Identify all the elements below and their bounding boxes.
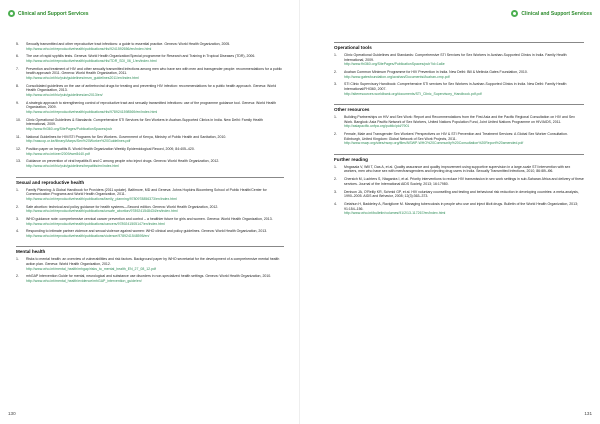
reference-text: Position paper on hepatitis B. World Health Organization Weekly Epidemiological Record, 2009, 84:405–420. [26,147,195,151]
reference-body [26,257,284,271]
reference-item [16,159,284,168]
reference-link[interactable]: http://www.who.int/mental_health/evidence/mhGAP_intervention_guide/en/ [26,279,142,284]
reference-item [16,54,284,63]
reference-text: Risks to mental health: an overview of vulnerabilities and risk factors. Background paper by WHO secretariat for the development of a comprehensive mental health action plan. Geneva: World Health Organization, 2012. [26,257,280,267]
reference-link[interactable]: http://www.who.int/bulletin/volumes/91/2/13-117267/en/index.html [344,211,446,216]
reference-link[interactable]: http://www.who.int/wer/2009/wer8440.pdf [26,151,90,156]
reference-number: 12. [16,147,21,151]
reference-body [26,84,284,98]
reference-list-sti [16,42,284,169]
reference-link[interactable]: http://www.nswp.org/sites/nswp.org/files/NSWP-WHO%20Community%20Consultation%20Report%20amended.pdf [344,141,524,146]
reference-link[interactable]: http://siteresources.worldbank.org/documents/STI_Clinic_Supervisory_Handbook.pdf.pdf [344,91,482,96]
reference-body [344,70,584,79]
reference-item [16,147,284,156]
reference-body [26,274,284,283]
running-header [8,10,89,17]
right-page [300,0,600,424]
section-marker-icon [511,10,518,17]
reference-text: Female, Male and Transgender Sex Workers' Perspectives on HIV & STI Prevention and Treatment Services: A Global Sex Worker Consultation. Edinburgh, United Kingdom: Global Network of Sex Work Projects, 2011. [344,132,568,141]
reference-body [344,115,584,129]
reference-body [26,159,284,168]
reference-link[interactable]: http://nascop.or.ke/library/Marps/Sex%20Worker%20Guidelines.pdf [26,139,131,144]
reference-link[interactable]: http://www.gatesfoundation.org/avahan/Documents/Avahan-cmp.pdf [344,74,450,79]
reference-number: 5. [16,42,19,46]
running-header-title: Clinical and Support Services [521,10,592,17]
reference-number: 1. [334,115,337,120]
reference-number: 2. [334,177,337,182]
reference-text: Safe abortion: technical and policy guidance for health systems—Second edition. Geneva: World Health Organization, 2012. [26,204,219,209]
reference-number: 1. [16,257,19,262]
reference-number: 2. [16,204,19,209]
reference-body [344,190,584,199]
reference-text: Family Planning: A Global Handbook for Providers (2011 update). Baltimore, MD and Geneva: Johns Hopkins Bloomberg School of Public Health/Center for Communication Programs and World Health Organization, 2011. [26,187,267,197]
section-marker-icon [8,10,15,17]
reference-body [26,205,284,214]
reference-link[interactable]: http://www.who.int/reproductivehealth/publications/unsafe_abortion/9789241548434/en/index.html [26,209,178,214]
reference-body [26,54,284,63]
reference-item [16,135,284,144]
reference-number: 11. [16,134,21,139]
reference-number: 1. [334,53,337,57]
reference-list-mental-health [16,257,284,283]
reference-list-other-resources [334,115,584,146]
reference-link[interactable]: http://www.who.int/mental_health/mhgap/risks_to_mental_health_EN_27_08_12.pdf [26,266,156,271]
reference-link[interactable]: http://www.who.int/hiv/pub/guidelines/msm_guidelines2011/en/index.html [26,75,139,80]
reference-link[interactable]: http://www.who.int/reproductivehealth/publications/family_planning/9780978856373/en/index.html [26,196,177,201]
reference-item [334,165,584,174]
section-title-operational-tools: Operational tools [334,42,584,50]
reference-text: Chersich M, Luchters S, Ntaganira I, et al. Priority interventions to reduce HIV transmission in sex work settings in sub-Saharan Africa and delivery of these services. Journal of the International AIDS Society, 2013; 16:17980. [344,177,584,186]
reference-link[interactable]: http://www.who.int/reproductivehealth/publications/violence/9789241548595/en/ [26,233,150,238]
reference-item [16,101,284,115]
running-header-title: Clinical and Support Services [18,10,89,17]
reference-item [16,274,284,283]
reference-number: 8. [16,83,19,88]
reference-text: mhGAP Intervention Guide for mental, neurological and substance use disorders in non-specialized health settings. Geneva: World Health Organization, 2010. [26,274,272,279]
reference-text: National Guidelines for HIV/STI Programs for Sex Workers. Government of Kenya, Ministry of Public Health and Sanitation, 2010. [26,134,227,139]
reference-item [16,84,284,98]
reference-item [16,229,284,238]
reference-text: Clinic Operational Guidelines & Standards: Comprehensive STI Services for Sex Workers in Avahan-Supported Clinics in India. New Delhi: Family Health International, 2009. [26,117,264,127]
reference-text: WHO guidance note: comprehensive cervical cancer prevention and control – a healthier future for girls and women. Geneva: World Health Organization, 2013. [26,216,273,221]
reference-list-further-reading [334,165,584,216]
reference-number: 9. [16,100,19,105]
reference-link[interactable]: http://asiapacific.unfpa.org/public/pid/7901 [344,124,410,129]
reference-number: 7. [16,66,19,71]
section-title-further-reading: Further reading [334,154,584,162]
reference-text: Getahun H, Baddeley A, Raviglione M. Managing tuberculosis in people who use and inject illicit drugs. Bulletin of the World Health Organization, 2013; 91:154–156. [344,202,578,211]
reference-number: 1. [16,187,19,192]
reference-body [344,165,584,174]
reference-body [26,118,284,132]
reference-item [16,205,284,214]
reference-text: Building Partnerships on HIV and Sex Work: Report and Recommendations from the First Asia and the Pacific Regional Consultation on HIV and Sex Work. Bangkok: Asia Pacific Network of Sex Workers, United Nations Population Fund, Joint United Nations Programme on HIV/AIDS, 2011. [344,115,575,124]
reference-text: Mngasala V, Will T, Das A, et al. Quality assurance and quality improvement using supportive supervision in a large-scale STI intervention with sex workers, men who have sex with men/transgenders and injecting drug users in India. Sexually Transmitted Infections, 2010, 86:i89–i96. [344,164,571,174]
reference-body [344,132,584,146]
reference-item [334,70,584,79]
reference-item [16,257,284,271]
reference-text: The use of rapid syphilis tests. Geneva: World Health Organization/Special programme for Research and Training in Tropical Diseases (TDR), 2006. [26,54,256,59]
reference-link[interactable]: http://www.who.int/hiv/pub/guidelines/arv2013/en/ [26,92,103,97]
reference-link[interactable]: http://www.fhi360.org/SitePages/PublicationSpaces/pub?id=1a6e [344,62,445,67]
reference-text: Clinic Operational Guidelines and Standards: Comprehensive STI Services for Sex Workers in Avahan-Supported Clinics in India. Family Health International, 2009. [344,53,567,62]
reference-text: A strategic approach to strengthening control of reproductive tract and sexually transmitted infections: use of the programme guidance tool. Geneva: World Health Organization, 2009. [26,100,277,110]
reference-number: 13. [16,159,21,164]
reference-text: Denison JA, O'Reilly KR, Schmid GP, et al. HIV voluntary counselling and testing and behavioral risk reduction in developing countries: a meta-analysis, 1990–2005. AIDS and Behavior, 2008; 12(3):363–373. [344,189,579,199]
reference-item [334,53,584,67]
page-number-right: 131 [584,411,592,416]
reference-body [344,202,584,216]
reference-text: STI Clinic Supervisory Handbook: Comprehensive STI services for Sex Workers in Avahan-Supported Clinics in India. New Delhi: Family Health International/FHI360, 2007. [344,82,567,91]
running-header [511,10,592,17]
reference-number: 6. [16,54,19,59]
reference-body [344,177,584,186]
reference-list-operational-tools [334,53,584,96]
reference-link[interactable]: http://www.who.int/reproductivehealth/publications/rtis/9241592656/en/index.html [26,46,152,51]
reference-body [26,188,284,202]
reference-text: Avahan Common Minimum Programme for HIV Prevention in India. New Delhi: Bill & Melinda Gates Foundation, 2010. [344,69,528,74]
reference-number: 2. [334,69,337,74]
reference-body [26,42,284,51]
reference-item [334,177,584,186]
reference-link[interactable]: http://www.fhi360.org/SitePages/PublicationSpaces/pub [26,126,113,131]
reference-body [26,67,284,81]
reference-item [334,132,584,146]
reference-item [16,217,284,226]
reference-item [16,42,284,51]
reference-number: 4. [16,229,19,234]
reference-body [26,147,284,156]
reference-body [26,229,284,238]
reference-number: 3. [334,189,337,194]
reference-link[interactable]: http://www.who.int/reproductivehealth/publications/cancers/9789241505147/en/index.html [26,221,165,226]
reference-text: Consolidated guidelines on the use of antiretroviral drugs for treating and preventing HIV infection: recommendations for a public health approach. Geneva: World Health Organization, 2013. [26,83,277,93]
reference-body [26,101,284,115]
reference-number: 1. [334,164,337,169]
reference-number: 3. [334,82,337,87]
reference-link[interactable]: http://www.who.int/reproductivehealth/publications/rtis/TDR_SDI_06_1/en/index.html [26,58,157,63]
reference-item [16,118,284,132]
page-number-left: 130 [8,411,16,416]
reference-item [334,115,584,129]
reference-text: Sexually transmitted and other reproductive tract infections: a guide to essential practice. Geneva: World Health Organization, 2005. [26,42,231,46]
right-content [334,42,584,219]
reference-link[interactable]: http://www.who.int/reproductivehealth/publications/rtis/9789241598569/en/index.html [26,109,158,114]
reference-body [344,82,584,96]
reference-number: 3. [16,216,19,221]
reference-text: Prevention and treatment of HIV and other sexually transmitted infections among men who have sex with men and transgender people: recommendations for a public health approach 2011. Geneva: World Health Organization, 2011. [26,66,283,76]
reference-item [334,190,584,199]
reference-body [26,217,284,226]
reference-number: 10. [16,117,21,122]
reference-link[interactable]: http://www.who.int/hiv/pub/guidelines/hepatitis/en/index.html [26,163,119,168]
reference-text: Responding to intimate partner violence and sexual violence against women: WHO clinical and policy guidelines. Geneva: World Health Organization, 2013. [26,229,268,234]
reference-body [26,135,284,144]
reference-body [344,53,584,67]
left-content [16,42,284,287]
reference-text: Guidance on prevention of viral hepatitis B and C among people who inject drugs. Geneva: World Health Organization, 2012. [26,159,220,164]
reference-item [16,67,284,81]
reference-number: 2. [334,132,337,137]
reference-item [334,82,584,96]
reference-number: 2. [16,274,19,279]
reference-number: 4. [334,202,337,206]
section-title-srh: Sexual and reproductive health [16,177,284,185]
reference-item [334,202,584,216]
reference-list-srh [16,188,284,239]
reference-item [16,188,284,202]
section-title-mental-health: Mental health [16,246,284,254]
section-title-other-resources: Other resources [334,104,584,112]
